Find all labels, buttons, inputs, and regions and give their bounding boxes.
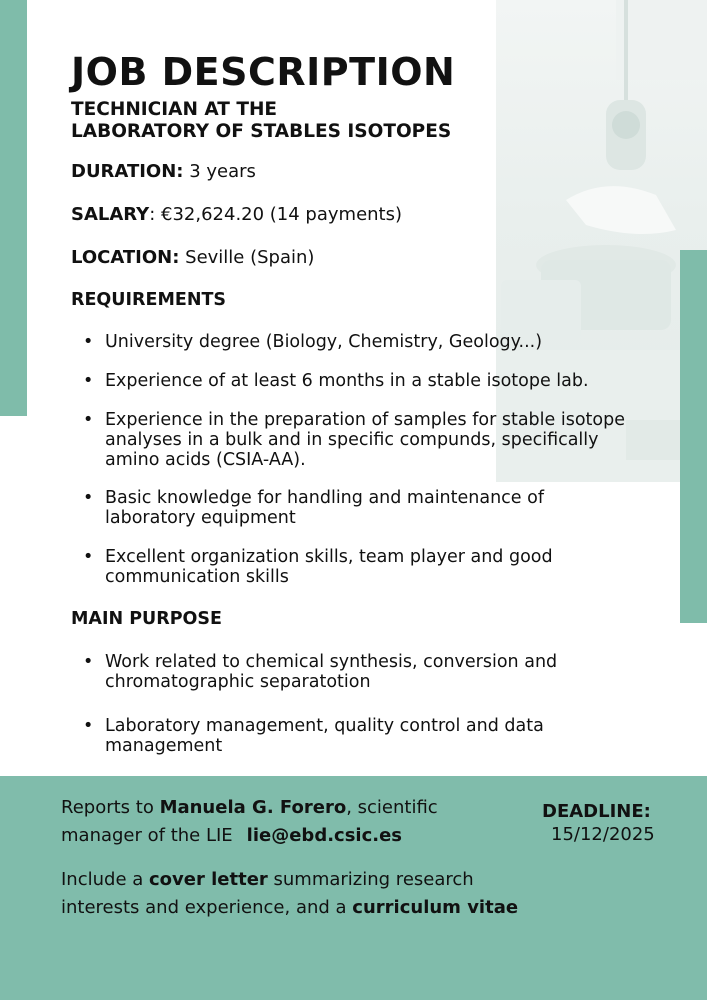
purpose-list: [71, 652, 665, 692]
include-line2: interests and experience, and a: [61, 897, 353, 918]
reports-line-2: [61, 822, 402, 850]
requirements-list: [71, 488, 665, 528]
location-value: Seville (Spain): [179, 247, 315, 268]
include-line-2: [61, 894, 518, 922]
cover-letter: cover letter: [149, 869, 268, 890]
duration-field: [71, 160, 256, 184]
list-item: • Experience in the preparation of samples for stable isotope analyses in a bulk and in specific compunds, specifically amino acids (CSIA-AA).: [105, 410, 635, 470]
job-subtitle: [71, 99, 451, 143]
salary-label: SALARY: [71, 204, 150, 225]
salary-value: : €32,624.20 (14 payments): [149, 204, 403, 225]
reports-line-1: [61, 794, 438, 822]
deadline-label: DEADLINE:: [542, 801, 651, 822]
requirements-list: [71, 371, 665, 391]
left-accent-bar: [0, 0, 27, 416]
page-title: JOB DESCRIPTION: [71, 50, 456, 94]
list-item: • Excellent organization skills, team player and good communication skills: [105, 547, 635, 587]
location-label: LOCATION:: [71, 247, 180, 268]
subtitle-line-2: LABORATORY OF STABLES ISOTOPES: [71, 121, 452, 142]
reports-suffix: , scientific: [346, 797, 438, 818]
list-item: • Work related to chemical synthesis, conversion and chromatographic separatotion: [105, 652, 635, 692]
requirements-list: [71, 410, 665, 470]
curriculum-vitae: curriculum vitae: [352, 897, 519, 918]
main-purpose-heading: MAIN PURPOSE: [71, 609, 222, 629]
list-item: • Basic knowledge for handling and maintenance of laboratory equipment: [105, 488, 635, 528]
right-accent-bar: [680, 250, 707, 623]
contact-email[interactable]: lie@ebd.csic.es: [246, 825, 403, 846]
requirements-list: [71, 547, 665, 587]
list-item: • Experience of at least 6 months in a stable isotope lab.: [105, 371, 665, 391]
duration-label: DURATION:: [71, 161, 184, 182]
duration-value: 3 years: [183, 161, 256, 182]
reports-prefix: Reports to: [61, 797, 160, 818]
location-field: [71, 246, 314, 270]
list-item: • University degree (Biology, Chemistry, Geology...): [105, 332, 665, 352]
subtitle-line-1: TECHNICIAN AT THE: [71, 99, 278, 120]
manager-name: Manuela G. Forero: [159, 797, 347, 818]
requirements-heading: REQUIREMENTS: [71, 290, 227, 310]
reports-line2: manager of the LIE: [61, 825, 233, 846]
include-prefix: Include a: [61, 869, 149, 890]
requirements-list: [71, 332, 665, 352]
include-line-1: [61, 866, 474, 894]
purpose-list: [71, 716, 665, 756]
salary-field: [71, 203, 402, 227]
list-item: • Laboratory management, quality control and data management: [105, 716, 635, 756]
deadline-date: 15/12/2025: [551, 824, 655, 845]
include-middle: summarizing research: [267, 869, 474, 890]
